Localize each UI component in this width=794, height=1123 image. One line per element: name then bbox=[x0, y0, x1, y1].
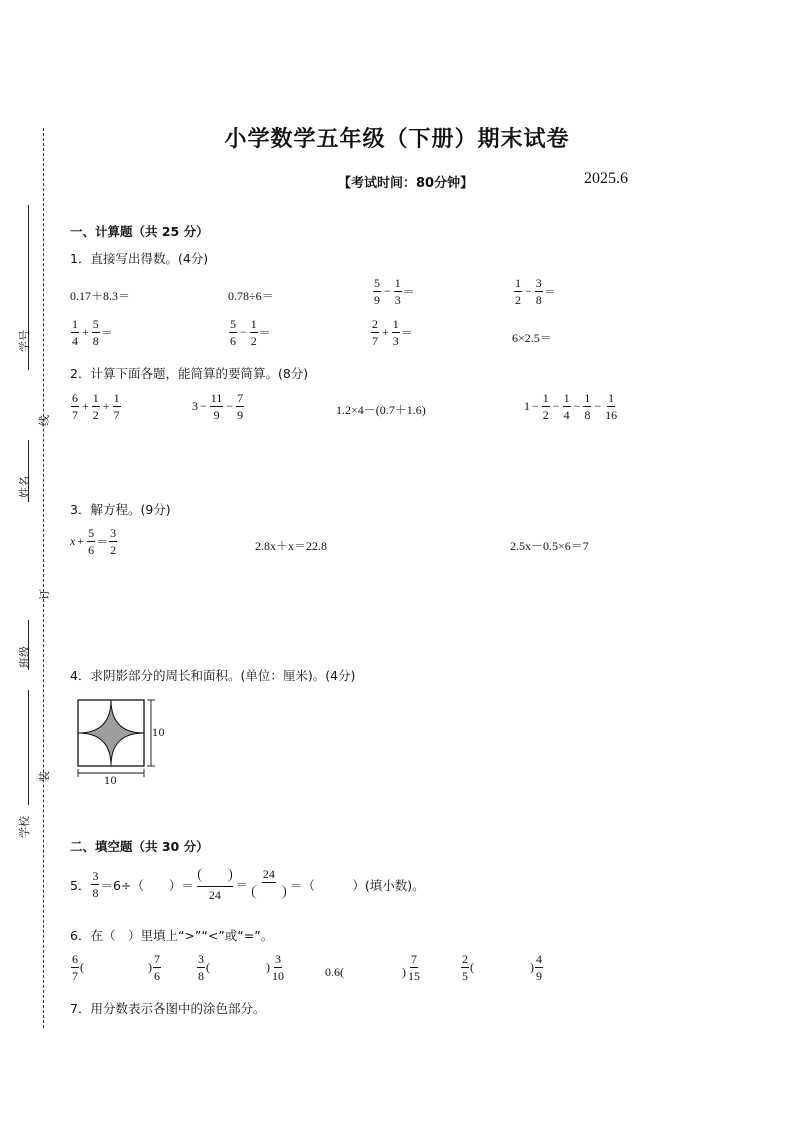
q5-den-a: 24 bbox=[208, 888, 221, 902]
q6-prompt: 6．在（ ）里填上“>”“<”或“=”。 bbox=[70, 928, 274, 943]
name-label: 姓名 bbox=[18, 476, 31, 498]
q2-item-2: 3 − $\frac{11}{9}$ − $\frac{7}{9}$ bbox=[192, 391, 244, 422]
q1-item-1: 0.17＋8.3＝ bbox=[70, 289, 131, 303]
q2-item-3: 1.2×4－(0.7＋1.6) bbox=[336, 403, 426, 417]
q1-item-8: 6×2.5＝ bbox=[512, 331, 552, 345]
binding-mark-ding: 订 bbox=[38, 589, 51, 600]
q2-item-4: 1 − $\frac{1}{2}$ − $\frac{1}{4}$ − $\frac{1}{8}$ − $\frac{1}{16}$ bbox=[524, 391, 618, 422]
section-2-heading: 二、填空题（共 30 分） bbox=[70, 839, 209, 854]
q6-compare-3: 0.6 ( ) $\frac{7}{15}$ bbox=[325, 952, 420, 983]
class-label: 班级 bbox=[18, 646, 31, 668]
exam-time: 【考试时间：80分钟】 bbox=[338, 176, 474, 191]
q4-prompt: 4．求阴影部分的周长和面积。(单位：厘米)。(4分) bbox=[70, 668, 356, 683]
q5-text-end: ＝（ ）(填小数)。 bbox=[289, 877, 425, 893]
q5-blank-numerator[interactable] bbox=[198, 868, 232, 882]
q2-item-1: $\frac{6}{7}$ + $\frac{1}{2}$ + $\frac{1}{7}$ bbox=[72, 391, 120, 422]
binding-dashed-line bbox=[43, 128, 44, 1028]
section-1-heading: 一、计算题（共 25 分） bbox=[70, 224, 209, 239]
student-id-label: 学号 bbox=[18, 330, 31, 352]
q6-compare-1: $\frac{6}{7}$ ( ) $\frac{7}{6}$ bbox=[72, 952, 160, 983]
school-line bbox=[28, 690, 29, 805]
q3-eq-3: 2.5x－0.5×6＝7 bbox=[510, 539, 589, 553]
q3-eq-1: x + $\frac{5}{6}$ ＝ $\frac{3}{2}$ bbox=[70, 526, 117, 557]
q2-prompt: 2．计算下面各题，能简算的要简算。(8分) bbox=[70, 366, 309, 381]
q5-blank-denominator[interactable] bbox=[252, 885, 286, 899]
q4-side-label: 10 bbox=[152, 728, 165, 739]
exam-date: 2025.6 bbox=[584, 170, 628, 187]
binding-mark-zhuang: 装 bbox=[38, 771, 51, 782]
exam-title: 小学数学五年级（下册）期末试卷 bbox=[224, 127, 570, 152]
q1-prompt: 1．直接写出得数。(4分) bbox=[70, 251, 209, 266]
q6-compare-4: $\frac{2}{5}$ ( ) $\frac{4}{9}$ bbox=[462, 952, 542, 983]
q5-num-b: 24 bbox=[262, 867, 275, 881]
q1-item-4: $\frac{1}{2}$ − $\frac{3}{8}$ ＝ bbox=[515, 276, 556, 307]
q1-item-5: $\frac{1}{4}$ + $\frac{5}{8}$ ＝ bbox=[72, 317, 113, 348]
q5-line: 5． $\frac{3}{8}$ ＝6÷（ ）＝ 24 ＝ 24 ＝（ ）(填小数)。 bbox=[70, 867, 425, 902]
q6-compare-2: $\frac{3}{8}$ ( ) $\frac{3}{10}$ bbox=[198, 952, 284, 983]
q1-item-3: $\frac{5}{9}$ − $\frac{1}{3}$ ＝ bbox=[374, 276, 415, 307]
q1-item-2: 0.78÷6＝ bbox=[228, 289, 274, 303]
binding-mark-line: 线 bbox=[38, 415, 51, 426]
q4-bottom-label: 10 bbox=[104, 776, 117, 787]
q7-prompt: 7．用分数表示各图中的涂色部分。 bbox=[70, 1001, 266, 1016]
q1-item-7: $\frac{2}{7}$ + $\frac{1}{3}$ ＝ bbox=[372, 317, 413, 348]
q3-prompt: 3．解方程。(9分) bbox=[70, 502, 171, 517]
q6-decimal: 0.6 bbox=[325, 965, 340, 979]
school-label: 学校 bbox=[18, 816, 31, 838]
q4-shaded-figure bbox=[72, 696, 172, 788]
q5-prefix: 5． bbox=[70, 877, 91, 893]
q1-item-6: $\frac{5}{6}$ − $\frac{1}{2}$ ＝ bbox=[230, 317, 271, 348]
q3-eq-2: 2.8x＋x＝22.8 bbox=[255, 539, 328, 553]
q5-text-a: ＝6÷（ ）＝ bbox=[100, 877, 194, 893]
